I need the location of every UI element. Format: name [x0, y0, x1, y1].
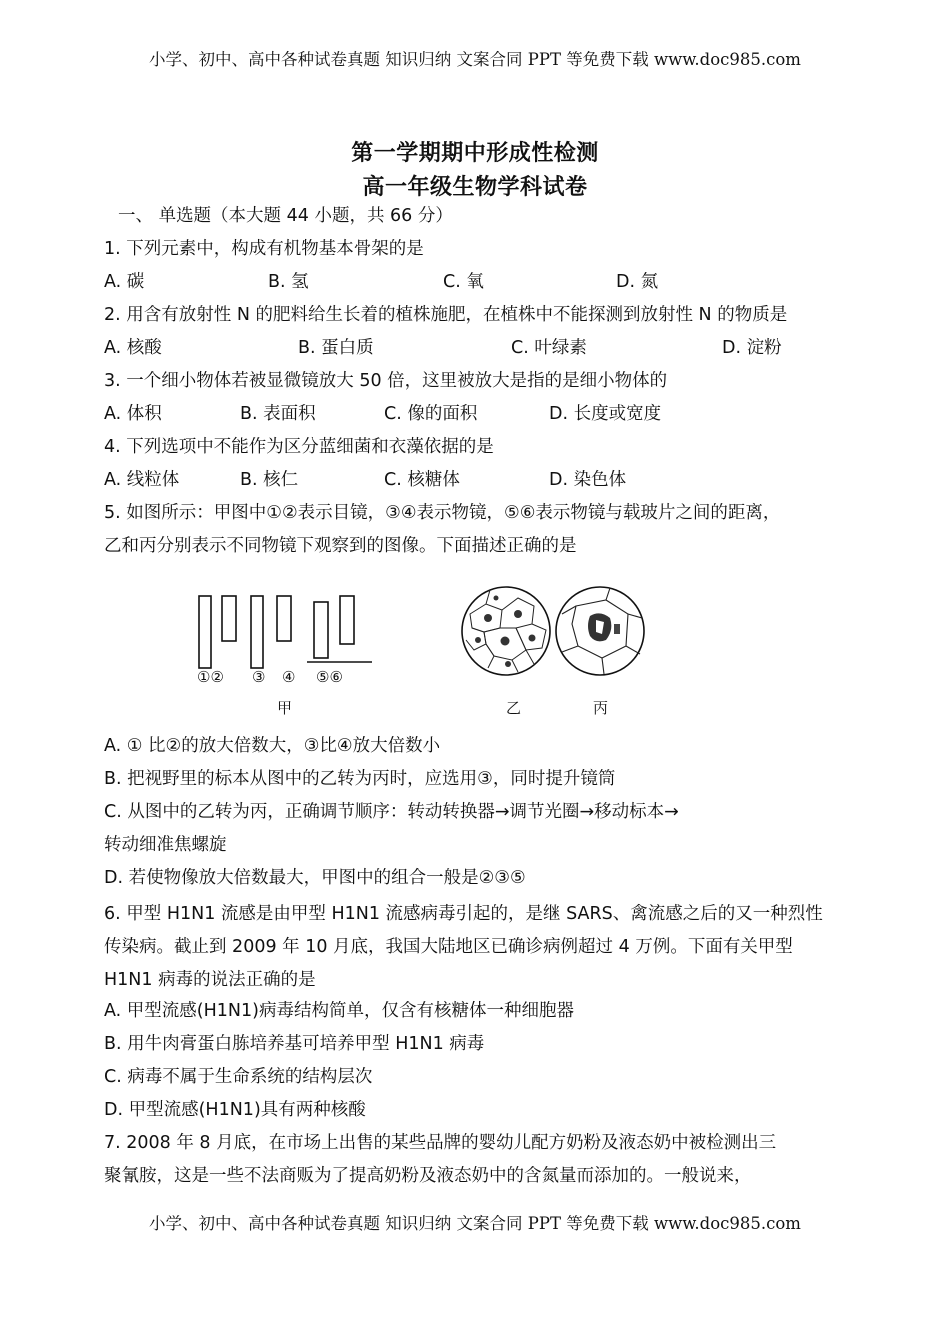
lens-label-1-2: ①② [197, 668, 224, 686]
objective-6 [340, 596, 354, 644]
eyepiece-1 [199, 596, 211, 668]
exam-subtitle: 高一年级生物学科试卷 [362, 175, 588, 200]
question-1-stem: 1. 下列元素中，构成有机物基本骨架的是 [104, 239, 424, 259]
question-3-option-a: A. 体积 [104, 404, 162, 424]
question-3-option-d: D. 长度或宽度 [549, 404, 662, 424]
question-6-option-a: A. 甲型流感(H1N1)病毒结构简单，仅含有核糖体一种细胞器 [104, 1001, 574, 1021]
figure-caption-jia: 甲 [277, 699, 293, 717]
lens-label-3: ③ [252, 668, 266, 686]
question-4-option-a: A. 线粒体 [104, 470, 180, 490]
question-4-stem: 4. 下列选项中不能作为区分蓝细菌和衣藻依据的是 [104, 437, 494, 457]
exam-title: 第一学期期中形成性检测 [351, 141, 599, 166]
question-6-option-d: D. 甲型流感(H1N1)具有两种核酸 [104, 1100, 366, 1120]
question-1-option-d: D. 氮 [616, 272, 659, 292]
question-2-option-d: D. 淀粉 [722, 338, 782, 358]
footer-banner: 小学、初中、高中各种试卷真题 知识归纳 文案合同 PPT 等免费下载 www.doc985.com [149, 1214, 801, 1233]
question-1-option-b: B. 氢 [268, 272, 309, 292]
question-6-option-b: B. 用牛肉膏蛋白胨培养基可培养甲型 H1N1 病毒 [104, 1034, 485, 1054]
objective-5 [314, 602, 328, 658]
question-5-stem-line-1: 5. 如图所示：甲图中①②表示目镜，③④表示物镜，⑤⑥表示物镜与载玻片之间的距离， [104, 503, 781, 523]
question-4-option-b: B. 核仁 [240, 470, 299, 490]
question-2-option-c: C. 叶绿素 [511, 338, 587, 358]
section-heading: 一、 单选题（本大题 44 小题，共 66 分） [118, 206, 453, 226]
header-banner: 小学、初中、高中各种试卷真题 知识归纳 文案合同 PPT 等免费下载 www.doc985.com [149, 50, 801, 69]
question-1-option-a: A. 碳 [104, 272, 145, 292]
figure-caption-yi: 乙 [506, 699, 522, 717]
question-6-option-c: C. 病毒不属于生命系统的结构层次 [104, 1067, 373, 1087]
question-5-option-c: C. 从图中的乙转为丙，正确调节顺序：转动转换器→调节光圈→移动标本→ [104, 802, 679, 822]
question-6-stem-line-2: 传染病。截止到 2009 年 10 月底，我国大陆地区已确诊病例超过 4 万例。下面有关甲型 [104, 937, 793, 957]
question-2-option-a: A. 核酸 [104, 338, 162, 358]
lens-label-4: ④ [282, 668, 296, 686]
question-6-stem-line-3: H1N1 病毒的说法正确的是 [104, 970, 316, 990]
figure-caption-bing: 丙 [593, 699, 609, 717]
question-4-option-c: C. 核糖体 [384, 470, 460, 490]
question-1-option-c: C. 氧 [443, 272, 484, 292]
question-3-option-c: C. 像的面积 [384, 404, 478, 424]
objective-4 [277, 596, 291, 641]
question-5-option-a: A. ① 比②的放大倍数大，③比④放大倍数小 [104, 736, 441, 756]
figure-bing-cells [554, 584, 646, 678]
question-2-option-b: B. 蛋白质 [298, 338, 374, 358]
question-7-stem-line-2: 聚氰胺，这是一些不法商贩为了提高奶粉及液态奶中的含氮量而添加的。一般说来， [104, 1166, 752, 1186]
eyepiece-2 [222, 596, 236, 641]
question-7-stem-line-1: 7. 2008 年 8 月底，在市场上出售的某些品牌的婴幼儿配方奶粉及液态奶中被检测出三 [104, 1133, 777, 1153]
question-3-stem: 3. 一个细小物体若被显微镜放大 50 倍，这里被放大是指的是细小物体的 [104, 371, 668, 391]
question-2-stem: 2. 用含有放射性 N 的肥料给生长着的植株施肥，在植株中不能探测到放射性 N 的物质是 [104, 305, 788, 325]
question-4-option-d: D. 染色体 [549, 470, 627, 490]
question-5-stem-line-2: 乙和丙分别表示不同物镜下观察到的图像。下面描述正确的是 [104, 536, 577, 556]
question-3-option-b: B. 表面积 [240, 404, 316, 424]
figure-yi-cells [460, 584, 552, 678]
lens-label-5-6: ⑤⑥ [316, 668, 343, 686]
question-5-option-c-continued: 转动细准焦螺旋 [104, 835, 227, 855]
objective-3 [251, 596, 263, 668]
question-5-option-b: B. 把视野里的标本从图中的乙转为丙时，应选用③，同时提升镜筒 [104, 769, 616, 789]
question-6-stem-line-1: 6. 甲型 H1N1 流感是由甲型 H1N1 流感病毒引起的，是继 SARS、禽流感之后的又一种烈性 [104, 904, 823, 924]
question-5-option-d: D. 若使物像放大倍数最大，甲图中的组合一般是②③⑤ [104, 868, 526, 888]
